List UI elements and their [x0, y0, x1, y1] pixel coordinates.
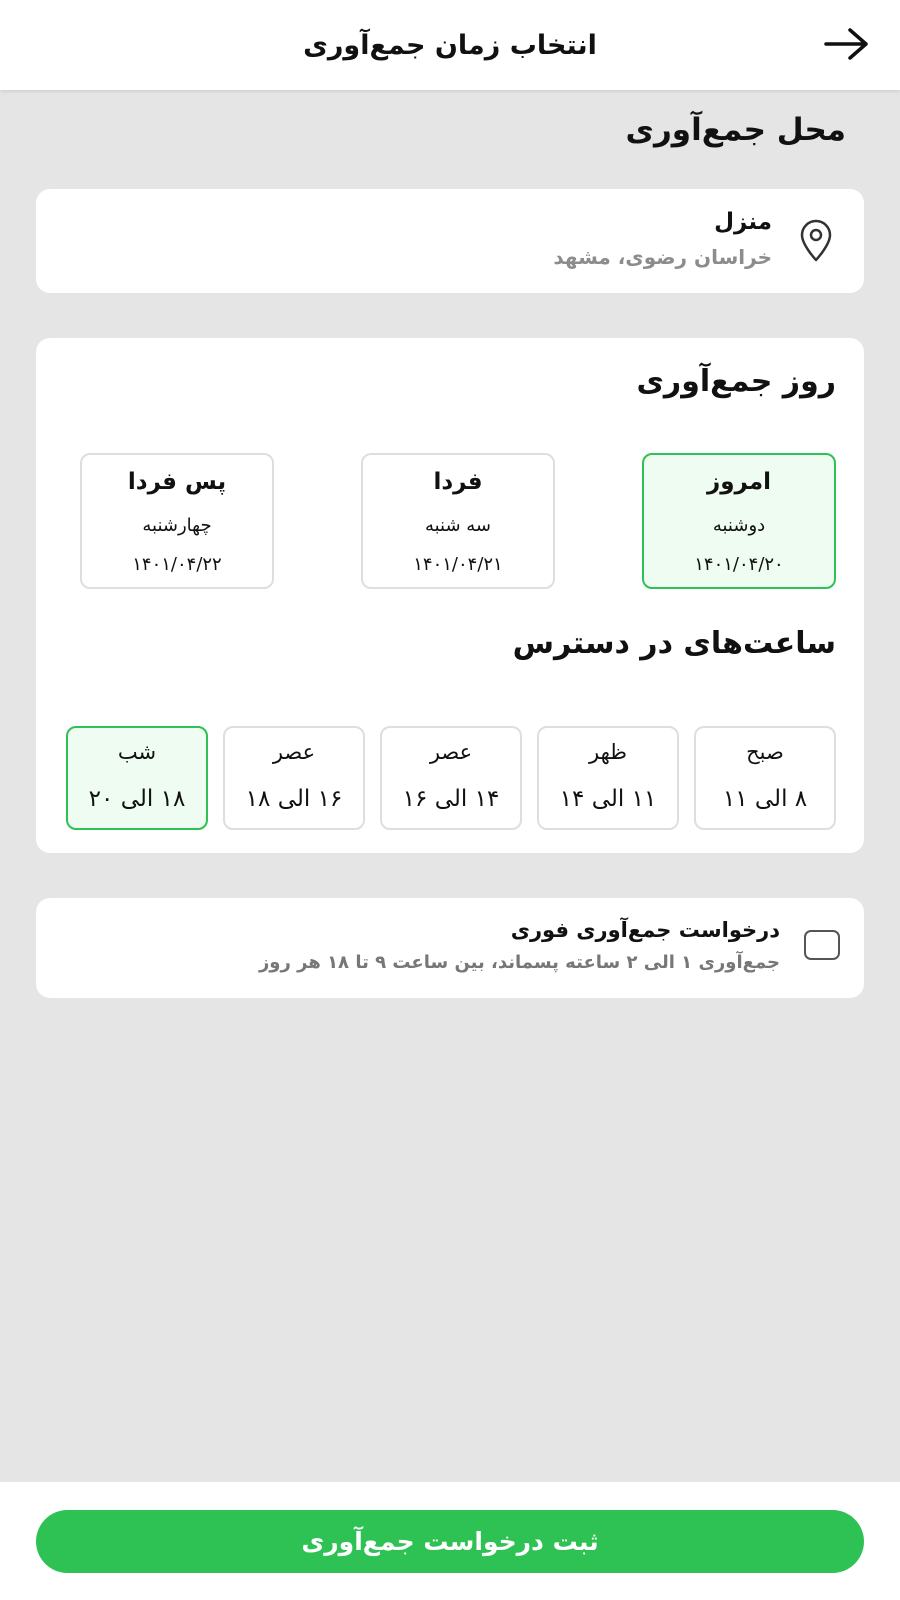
submit-request-button[interactable]: ثبت درخواست جمع‌آوری — [36, 1510, 864, 1573]
urgent-description: جمع‌آوری ۱ الی ۲ ساعته پسماند، بین ساعت ۹ تا ۱۸ هر روز — [258, 952, 780, 973]
day-date: ۱۴۰۱/۰۴/۲۰ — [694, 554, 784, 575]
time-slot-morning[interactable] — [694, 726, 836, 830]
urgent-title: درخواست جمع‌آوری فوری — [510, 918, 780, 942]
day-date: ۱۴۰۱/۰۴/۲۲ — [132, 554, 222, 575]
day-date: ۱۴۰۱/۰۴/۲۱ — [413, 554, 503, 575]
slot-label: عصر — [272, 740, 316, 764]
day-label: فردا — [433, 469, 483, 495]
day-weekday: سه شنبه — [424, 515, 492, 536]
day-weekday: دوشنبه — [712, 515, 766, 536]
day-option-day-after[interactable] — [80, 453, 274, 589]
app-header — [0, 0, 900, 90]
page-title: انتخاب زمان جمع‌آوری — [303, 29, 597, 61]
day-option-tomorrow[interactable] — [361, 453, 555, 589]
slot-range: ۱۴ الی ۱۶ — [402, 786, 500, 812]
slot-range: ۱۱ الی ۱۴ — [559, 786, 657, 812]
time-slots — [62, 726, 836, 830]
slot-label: صبح — [746, 740, 784, 764]
slot-range: ۸ الی ۱۱ — [722, 786, 808, 812]
time-slot-afternoon-1[interactable] — [380, 726, 522, 830]
day-section-title: روز جمع‌آوری — [636, 364, 836, 399]
location-section-title: محل جمع‌آوری — [625, 112, 846, 148]
day-card — [36, 338, 864, 853]
location-address: خراسان رضوی، مشهد — [553, 245, 772, 269]
time-slot-night[interactable] — [66, 726, 208, 830]
footer-bar — [0, 1482, 900, 1600]
location-name: منزل — [714, 209, 772, 235]
arrow-right-icon — [824, 27, 870, 61]
location-pin-icon — [796, 219, 836, 263]
urgent-request-card — [36, 898, 864, 998]
day-weekday: چهارشنبه — [142, 515, 212, 536]
time-section-title: ساعت‌های در دسترس — [512, 626, 836, 661]
time-slot-afternoon-2[interactable] — [223, 726, 365, 830]
day-label: پس فردا — [127, 469, 227, 495]
urgent-checkbox[interactable] — [804, 930, 840, 960]
day-label: امروز — [707, 469, 771, 495]
day-option-today[interactable] — [642, 453, 836, 589]
slot-range: ۱۸ الی ۲۰ — [88, 786, 186, 812]
location-card[interactable] — [36, 189, 864, 293]
slot-label: ظهر — [589, 740, 627, 764]
slot-range: ۱۶ الی ۱۸ — [245, 786, 343, 812]
back-button[interactable] — [824, 24, 870, 64]
slot-label: شب — [117, 740, 157, 764]
slot-label: عصر — [429, 740, 473, 764]
time-slot-noon[interactable] — [537, 726, 679, 830]
day-options — [80, 453, 836, 589]
